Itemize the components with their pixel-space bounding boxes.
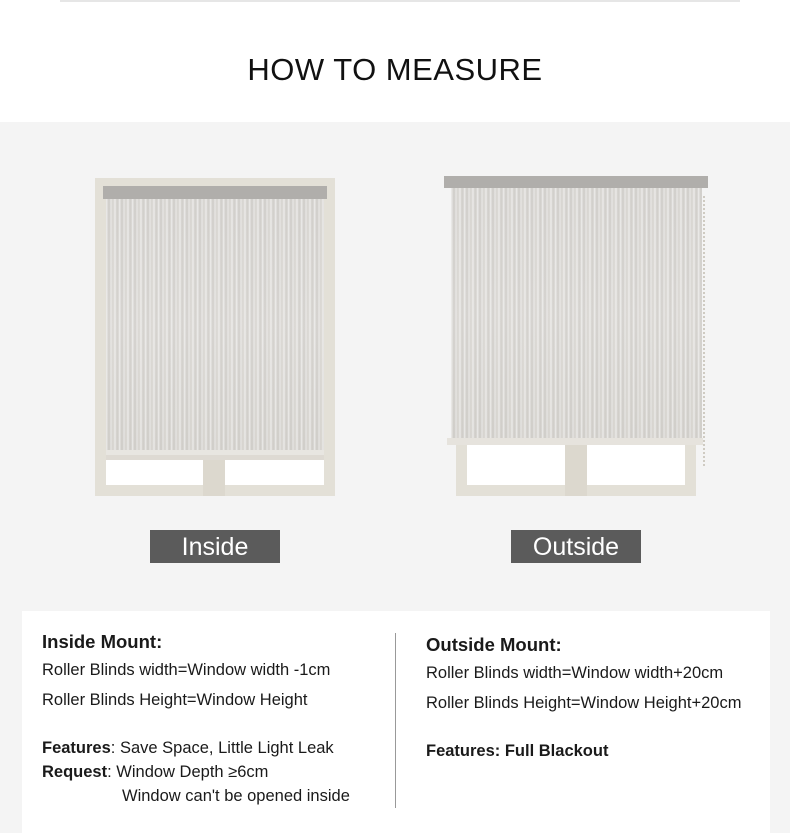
outside-blind-bottom-bar [447,438,705,445]
inside-blind-headrail [103,186,327,199]
outside-width-formula: Roller Blinds width=Window width+20cm [426,664,724,682]
outside-blind-headrail [444,176,708,188]
outside-blind-chain [703,196,705,466]
inside-features-value: : Save Space, Little Light Leak [110,739,334,757]
outside-roller-blind [451,188,702,440]
inside-height-formula: Roller Blinds Height=Window Height [42,691,308,709]
inside-mount-heading: Inside Mount: [42,631,163,652]
inside-features-label: Features [42,739,111,757]
top-divider [60,0,740,2]
outside-height-formula: Roller Blinds Height=Window Height+20cm [426,694,742,712]
page-title: HOW TO MEASURE [247,52,543,87]
inside-window-frame [95,178,335,496]
inside-request-label: Request [42,763,108,781]
outside-features: Features: Full Blackout [426,742,609,760]
inside-request-value-2: Window can't be opened inside [122,787,350,805]
inside-blind-bottom-bar [106,450,324,455]
outside-label: Outside [511,530,641,563]
inside-request [42,763,268,782]
inside-label: Inside [150,530,280,563]
inside-request-value: : Window Depth ≥6cm [107,763,269,781]
column-divider [395,633,396,808]
outside-mount-heading: Outside Mount: [426,634,562,655]
inside-width-formula: Roller Blinds width=Window width -1cm [42,661,331,679]
inside-roller-blind [106,198,324,452]
inside-features [42,739,334,758]
